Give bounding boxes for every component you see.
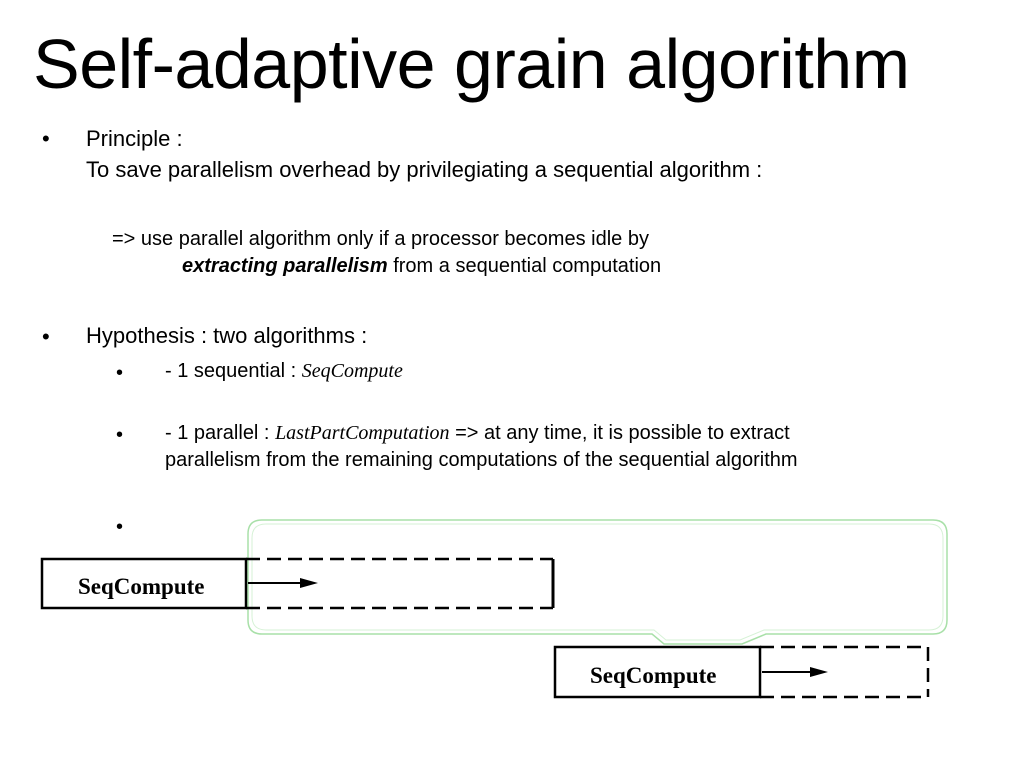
principle-sub-line1: => use parallel algorithm only if a processor becomes idle by: [112, 228, 649, 250]
hypothesis-item-parallel-line2: parallelism from the remaining computations of the sequential algorithm: [165, 449, 798, 471]
bullet-icon: •: [116, 424, 124, 446]
principle-sub-suffix: from a sequential computation: [387, 255, 662, 277]
principle-text: To save parallelism overhead by privilegiating a sequential algorithm :: [86, 157, 763, 182]
item-parallel-arrow-text: => at any time, it is possible to extract: [449, 422, 790, 444]
bullet-icon: •: [42, 126, 50, 151]
hypothesis-heading: Hypothesis : two algorithms :: [86, 323, 368, 348]
bullet-icon: •: [116, 362, 124, 384]
slide-title: Self-adaptive grain algorithm: [33, 25, 910, 103]
principle-heading: Principle :: [86, 126, 183, 151]
bullet-icon: •: [116, 516, 124, 538]
seqcompute-box-1-label: SeqCompute: [78, 574, 205, 599]
item-parallel-name: LastPartComputation: [275, 422, 450, 444]
callout-outline: [248, 520, 947, 644]
seqcompute-arrow-2-head: [810, 667, 828, 677]
item-parallel-prefix: - 1 parallel :: [165, 422, 276, 444]
seqcompute-arrow-1-head: [300, 578, 318, 588]
item-sequential-prefix: - 1 sequential :: [165, 360, 302, 382]
seqcompute-box-2-label: SeqCompute: [590, 663, 717, 688]
callout-outline-inner: [252, 524, 943, 640]
bullet-icon: •: [42, 324, 50, 349]
principle-sub-emphasis: extracting parallelism: [182, 255, 388, 277]
item-sequential-name: SeqCompute: [301, 360, 403, 382]
